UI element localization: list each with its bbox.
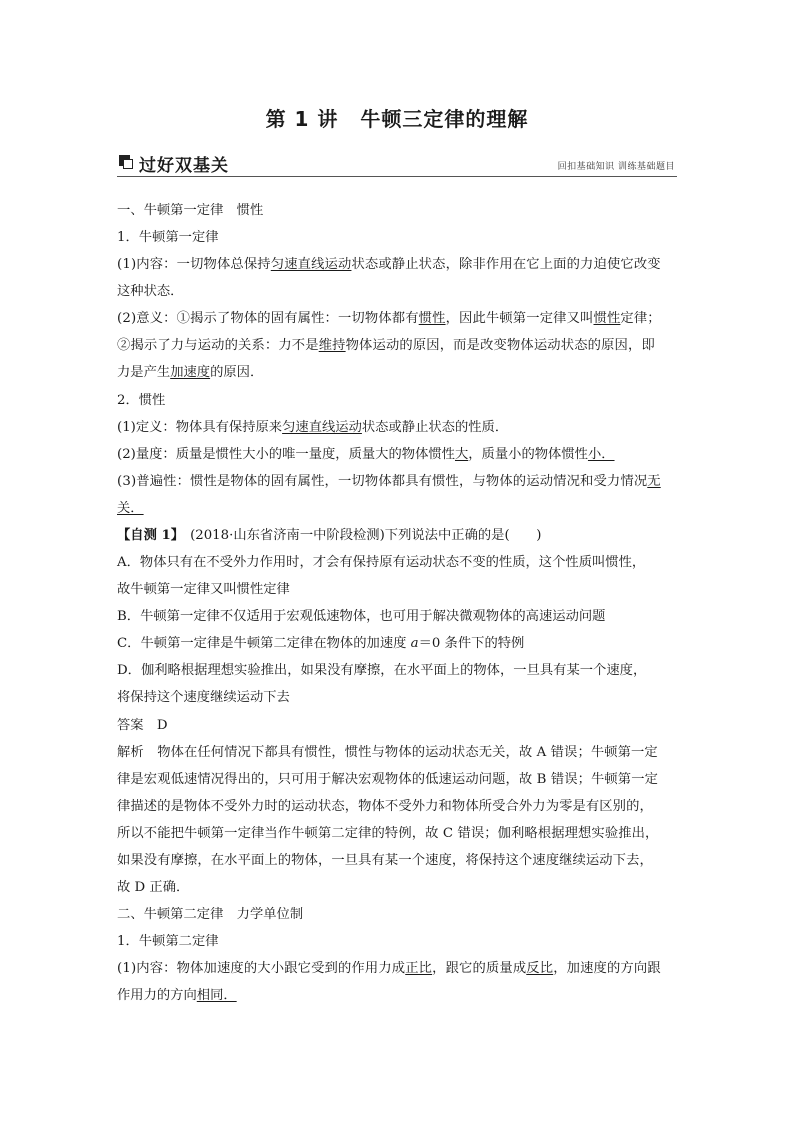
subheading-first-law: 1．牛顿第一定律 [117,230,219,245]
self-test-tag: 【自测 1】 [117,528,185,543]
section-square-icon [119,155,133,169]
first-law-meaning-2: ②揭示了力与运动的关系：力不是维持物体运动的原因，而是改变物体运动状态的原因，即 [117,338,655,353]
option-a-cont: 故牛顿第一定律又叫惯性定律 [117,582,290,597]
inertia-definition: (1)定义：物体具有保持原来匀速直线运动状态或静止状态的性质． [117,420,509,435]
lesson-title [0,103,794,132]
explanation-line-2: 律是宏观低速情况得出的，只可用于解决宏观物体的低速运动问题，故 B 错误；牛顿第一定 [117,772,659,787]
first-law-meaning-3: 力是产生加速度的原因． [117,365,264,380]
self-test-stem: 【自测 1】 (2018·山东省济南一中阶段检测)下列说法中正确的是( ) [117,528,542,543]
explanation-line-5: 如果没有摩擦，在水平面上的物体，一旦具有某一个速度，将保持这个速度继续运动下去， [117,853,653,868]
section-title: 过好双基关 [139,156,229,176]
option-d: D．伽利略根据理想实验推出，如果没有摩擦，在水平面上的物体，一旦具有某一个速度， [117,663,647,678]
inertia-universality-cont: 关． [117,501,144,516]
subheading-inertia: 2．惯性 [117,393,166,408]
section-header [117,150,677,177]
lesson-number: 第 1 讲 [265,107,339,131]
answer: 答案 D [117,718,168,733]
second-law-content-cont: 作用力的方向相同． [117,988,237,1003]
first-law-meaning-1: (2)意义：①揭示了物体的固有属性：一切物体都有惯性，因此牛顿第一定律又叫惯性定律； [117,311,661,326]
first-law-content: (1)内容：一切物体总保持匀速直线运动状态或静止状态，除非作用在它上面的力迫使它改变 [117,257,661,272]
inertia-measure: (2)量度：质量是惯性大小的唯一量度，质量大的物体惯性大，质量小的物体惯性小． [117,447,615,462]
subheading-second-law: 1．牛顿第二定律 [117,934,219,949]
lesson-name: 牛顿三定律的理解 [360,107,529,131]
option-d-cont: 将保持这个速度继续运动下去 [117,690,290,705]
explanation-line-1: 解析 物体在任何情况下都具有惯性，惯性与物体的运动状态无关，故 A 错误；牛顿第一定 [117,745,658,760]
section-subtitle: 回扣基础知识 训练基础题目 [557,162,675,172]
inertia-universality: (3)普遍性：惯性是物体的固有属性，一切物体都具有惯性，与物体的运动情况和受力情况无 [117,474,661,489]
second-law-content: (1)内容：物体加速度的大小跟它受到的作用力成正比，跟它的质量成反比，加速度的方向跟 [117,961,661,976]
first-law-content-cont: 这种状态． [117,284,184,299]
option-c: C．牛顿第一定律是牛顿第二定律在物体的加速度 a＝0 条件下的特例 [117,636,525,651]
explanation-line-4: 所以不能把牛顿第一定律当作牛顿第二定律的特例，故 C 错误；伽利略根据理想实验推出， [117,826,659,841]
heading-second-law: 二、牛顿第二定律 力学单位制 [117,907,304,922]
explanation-line-6: 故 D 正确． [117,880,190,895]
heading-first-law: 一、牛顿第一定律 惯性 [117,203,264,218]
explanation-line-3: 律描述的是物体不受外力时的运动状态，物体不受外力和物体所受合外力为零是有区别的， [117,799,653,814]
option-b: B．牛顿第一定律不仅适用于宏观低速物体，也可用于解决微观物体的高速运动问题 [117,609,606,624]
option-a: A．物体只有在不受外力作用时，才会有保持原有运动状态不变的性质，这个性质叫惯性， [117,555,646,570]
